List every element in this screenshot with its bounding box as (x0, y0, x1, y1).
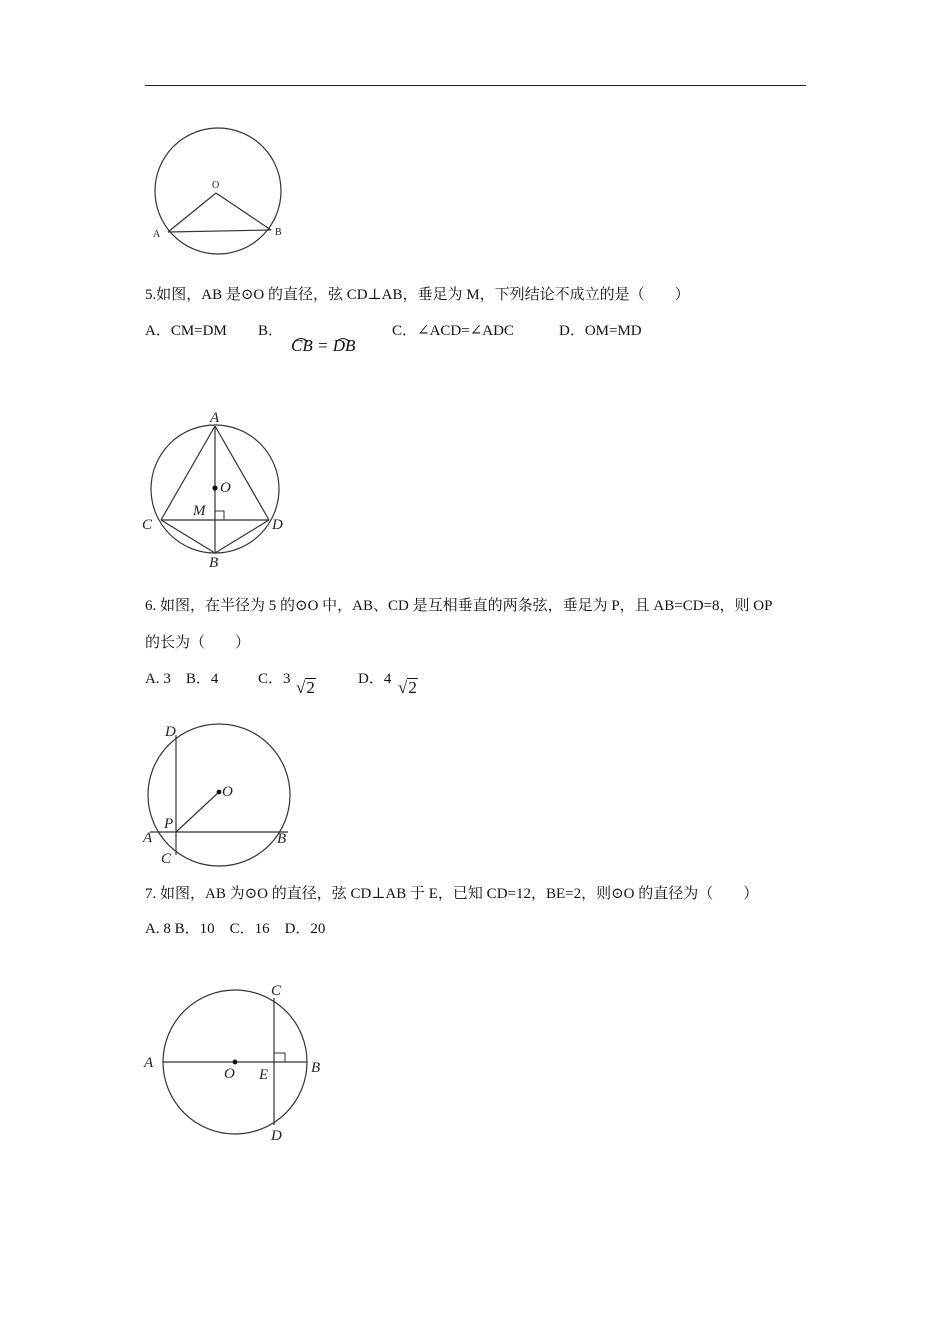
q5-option-b-math: CB = DB (291, 336, 356, 355)
label-a: A (210, 410, 220, 426)
q6-option-c-radicand: 2 (306, 678, 315, 697)
center-dot (233, 1060, 238, 1065)
q6-option-c-sqrt: √2 (296, 678, 315, 697)
center-dot (217, 790, 222, 795)
q6-option-ab: A. 3 B．4 (145, 671, 219, 687)
label-m: M (193, 503, 206, 519)
figure-q7 (138, 978, 333, 1148)
segment-ob (216, 193, 271, 230)
figure-q4 (140, 120, 300, 265)
segment-ad (215, 426, 269, 520)
label-d: D (272, 517, 283, 533)
q6-option-d-radicand: 2 (408, 678, 417, 697)
q5-option-a: A．CM=DM (145, 323, 227, 339)
q6-option-c-prefix: C．3 (258, 671, 291, 687)
label-c: C (161, 851, 172, 867)
label-b: B (311, 1060, 321, 1076)
center-dot (212, 485, 217, 490)
q6-stem-line1: 6. 如图，在半径为 5 的⊙O 中，AB、CD 是互相垂直的两条弦，垂足为 P，且 AB=CD=8，则 OP (145, 598, 773, 614)
q5-option-b-prefix: B． (258, 323, 284, 339)
segment-db (215, 520, 269, 553)
label-o: O (212, 180, 220, 191)
label-e: E (259, 1067, 269, 1083)
segment-oa (168, 193, 216, 232)
label-o: O (224, 1066, 235, 1082)
label-a: A (153, 229, 161, 240)
circle (155, 128, 281, 254)
q5-option-c: C．∠ACD=∠ADC (392, 323, 514, 339)
label-b: B (209, 555, 219, 571)
label-c: C (142, 517, 153, 533)
q5-stem: 5.如图，AB 是⊙O 的直径，弦 CD⊥AB，垂足为 M，下列结论不成立的是（ ） (145, 287, 690, 303)
q7-stem: 7. 如图，AB 为⊙O 的直径，弦 CD⊥AB 于 E，已知 CD=12，BE=2，则⊙O 的直径为（ ） (145, 886, 759, 902)
right-angle-mark (274, 1053, 285, 1062)
figure-q6 (138, 718, 298, 873)
q5-option-d: D．OM=MD (559, 323, 642, 339)
circle (148, 724, 290, 866)
label-p: P (164, 816, 174, 832)
q6-option-d-prefix: D．4 (358, 671, 392, 687)
q6-stem-line2: 的长为（ ） (145, 635, 251, 651)
q7-options: A. 8 B．10 C．16 D．20 (145, 921, 326, 937)
label-o: O (222, 784, 233, 800)
label-d: D (165, 724, 176, 740)
label-a: A (143, 830, 153, 846)
right-angle-mark (215, 511, 224, 520)
segment-op (176, 792, 219, 832)
header-rule (145, 85, 806, 86)
label-c: C (271, 983, 282, 999)
segment-ac (161, 426, 215, 520)
label-a: A (144, 1055, 154, 1071)
figure-q5 (138, 405, 298, 575)
segment-cb (161, 520, 215, 553)
label-b: B (275, 227, 282, 238)
label-o: O (220, 480, 231, 496)
label-b: B (277, 831, 287, 847)
label-d: D (271, 1128, 282, 1144)
segment-ab (168, 230, 271, 232)
q6-option-d-sqrt: √2 (398, 678, 417, 697)
